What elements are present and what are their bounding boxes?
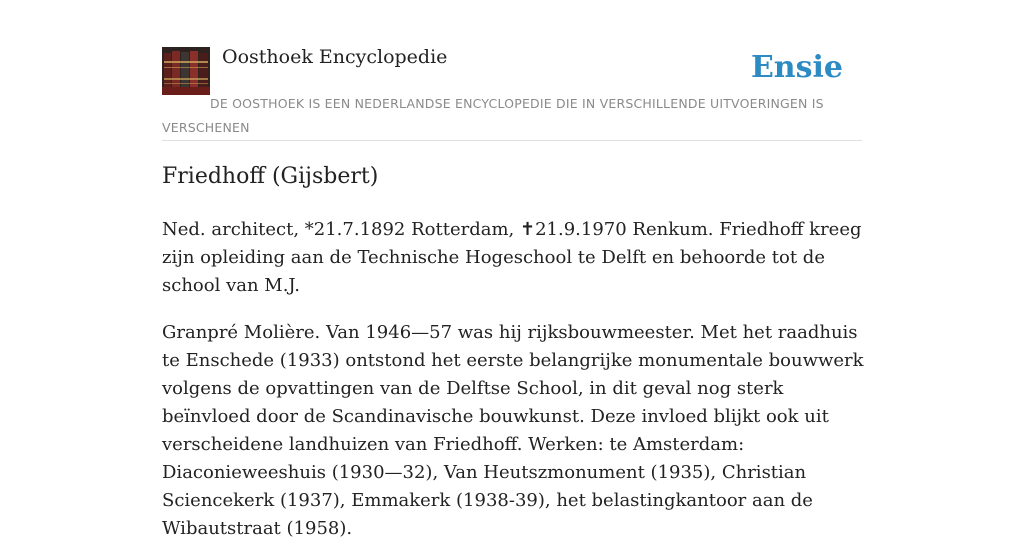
article-paragraph: Ned. architect, *21.7.1892 Rotterdam, ✝21.9.1970 Renkum. Friedhoff kreeg zijn opleiding aan de Technische Hogeschool te Delft en behoorde tot de school van M.J.: [162, 219, 862, 296]
ensie-logo[interactable]: Ensie: [750, 50, 843, 85]
content-column: [162, 0, 864, 539]
source-name-link[interactable]: Oosthoek Encyclopedie: [222, 46, 448, 68]
book-spines-avatar-icon: [162, 47, 210, 95]
source-avatar[interactable]: [162, 47, 210, 95]
source-header: [162, 0, 862, 141]
source-description: DE OOSTHOEK IS EEN NEDERLANDSE ENCYCLOPEDIE DIE IN VERSCHILLENDE UITVOERINGEN IS VERSCHENEN: [162, 96, 824, 135]
article-paragraph: Granpré Molière. Van 1946—57 was hij rijksbouwmeester. Met het raadhuis te Enschede (1933) ontstond het eerste belangrijke monumentale bouwwerk volgens de opvattingen van de Delftse School, in dit geval nog sterk beïnvloed door de Scandinavische bouwkunst. Deze invloed blijkt ook uit verscheidene landhuizen van Friedhoff. Werken: te Amsterdam: Diaconieweeshuis (1930—32), Van Heutszmonument (1935), Christian Sciencekerk (1937), Emmakerk (1938-39), het belastingkantoor aan de Wibautstraat (1958).: [162, 322, 864, 539]
article-title: Friedhoff (Gijsbert): [162, 164, 379, 189]
